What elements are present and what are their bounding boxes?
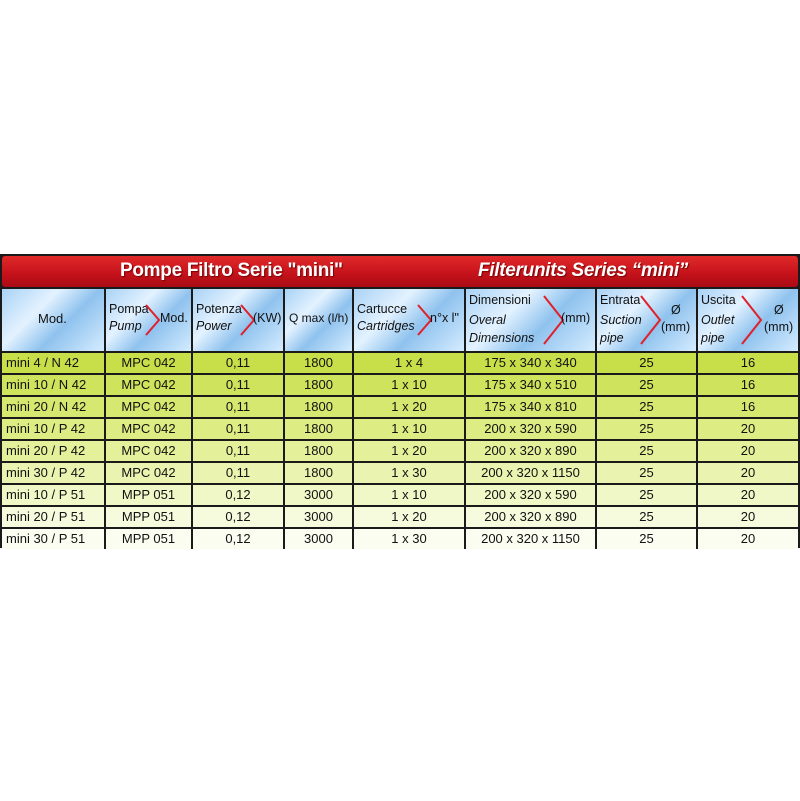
column-divider xyxy=(595,507,597,527)
cell-dimensions: 200 x 320 x 890 xyxy=(484,443,577,458)
cell-power: 0,12 xyxy=(225,531,251,546)
cell-pump: MPC 042 xyxy=(121,465,176,480)
column-divider xyxy=(104,463,106,483)
cell-cartridges: 1 x 30 xyxy=(391,465,427,480)
header-inlet xyxy=(597,289,696,351)
header-cart-unit: n°x l" xyxy=(430,311,459,325)
column-divider xyxy=(595,375,597,395)
column-divider xyxy=(352,353,354,373)
header-mod-label: Mod. xyxy=(38,311,67,326)
cell-dimensions: 175 x 340 x 340 xyxy=(484,355,577,370)
header-out-symbol: Ø xyxy=(774,303,784,317)
cell-dimensions: 200 x 320 x 1150 xyxy=(481,465,580,480)
column-divider xyxy=(464,485,466,505)
cell-pump: MPP 051 xyxy=(121,509,176,524)
cell-model: mini 20 / P 42 xyxy=(6,443,86,458)
column-divider xyxy=(352,463,354,483)
column-divider xyxy=(104,419,106,439)
cell-inlet: 25 xyxy=(639,465,654,480)
cell-power: 0,11 xyxy=(225,421,251,436)
table-row xyxy=(2,463,798,483)
column-divider xyxy=(191,485,193,505)
column-divider xyxy=(191,507,193,527)
header-power xyxy=(193,289,283,351)
cell-cartridges: 1 x 20 xyxy=(391,399,427,414)
cell-pump: MPC 042 xyxy=(121,355,176,370)
column-divider xyxy=(191,529,193,549)
cell-outlet: 16 xyxy=(740,399,756,414)
cell-qmax: 1800 xyxy=(304,443,333,458)
cell-inlet: 25 xyxy=(639,377,654,392)
header-qmax-label: Q max (l/h) xyxy=(289,311,349,325)
column-divider xyxy=(283,485,285,505)
column-divider xyxy=(696,397,698,417)
cell-qmax: 3000 xyxy=(304,531,333,546)
title-italian: Pompe Filtro Serie "mini" xyxy=(120,260,343,281)
column-divider xyxy=(696,353,698,373)
header-dim-en1: Overal xyxy=(469,313,506,327)
table-title-bar xyxy=(2,256,798,287)
column-divider xyxy=(104,441,106,461)
cell-outlet: 20 xyxy=(740,531,756,546)
cell-model: mini 4 / N 42 xyxy=(6,355,79,370)
cell-dimensions: 200 x 320 x 590 xyxy=(484,421,577,436)
column-divider xyxy=(104,353,106,373)
cell-cartridges: 1 x 30 xyxy=(391,531,427,546)
column-divider xyxy=(283,397,285,417)
cell-pump: MPP 051 xyxy=(121,531,176,546)
column-divider xyxy=(104,529,106,549)
column-divider xyxy=(283,375,285,395)
column-divider xyxy=(104,485,106,505)
table-row xyxy=(2,441,798,461)
column-divider xyxy=(104,507,106,527)
cell-pump: MPP 051 xyxy=(121,487,176,502)
chevron-icon xyxy=(740,294,764,346)
cell-power: 0,12 xyxy=(225,487,251,502)
cell-outlet: 20 xyxy=(740,487,756,502)
column-divider xyxy=(352,507,354,527)
column-divider xyxy=(283,419,285,439)
header-dim-unit: (mm) xyxy=(561,311,591,325)
header-cartridges xyxy=(354,289,464,351)
column-divider xyxy=(464,419,466,439)
cell-model: mini 10 / N 42 xyxy=(6,377,87,392)
cell-power: 0,11 xyxy=(225,443,251,458)
cell-qmax: 1800 xyxy=(304,377,333,392)
column-divider xyxy=(464,353,466,373)
cell-model: mini 10 / P 51 xyxy=(6,487,86,502)
cell-cartridges: 1 x 10 xyxy=(391,421,427,436)
column-divider xyxy=(696,529,698,549)
header-cart-it: Cartucce xyxy=(357,302,408,316)
header-pump-en: Pump xyxy=(109,319,142,333)
column-divider xyxy=(283,463,285,483)
cell-cartridges: 1 x 10 xyxy=(391,487,427,502)
header-mod xyxy=(2,289,104,351)
column-divider xyxy=(696,441,698,461)
column-divider xyxy=(104,397,106,417)
cell-qmax: 3000 xyxy=(304,509,333,524)
column-divider xyxy=(595,419,597,439)
column-divider xyxy=(191,375,193,395)
cell-outlet: 20 xyxy=(740,443,756,458)
column-divider xyxy=(464,463,466,483)
cell-power: 0,11 xyxy=(225,377,251,392)
header-pump-mod: Mod. xyxy=(160,311,188,325)
header-out-en2: pipe xyxy=(701,331,725,345)
cell-outlet: 16 xyxy=(740,377,756,392)
header-dim-en2: Dimensions xyxy=(469,331,535,345)
table-row xyxy=(2,507,798,527)
header-outlet xyxy=(698,289,798,351)
header-in-symbol: Ø xyxy=(671,303,681,317)
column-divider xyxy=(191,397,193,417)
cell-cartridges: 1 x 20 xyxy=(391,443,427,458)
cell-inlet: 25 xyxy=(639,531,654,546)
cell-qmax: 1800 xyxy=(304,465,333,480)
column-divider xyxy=(352,529,354,549)
column-divider xyxy=(595,463,597,483)
column-divider xyxy=(352,397,354,417)
column-divider xyxy=(595,397,597,417)
header-in-it: Entrata xyxy=(600,293,641,307)
cell-outlet: 20 xyxy=(740,509,756,524)
column-divider xyxy=(352,419,354,439)
header-pump-it: Pompa xyxy=(109,302,149,316)
cell-qmax: 1800 xyxy=(304,355,333,370)
cell-inlet: 25 xyxy=(639,355,654,370)
header-out-it: Uscita xyxy=(701,293,736,307)
column-divider xyxy=(283,529,285,549)
table-row xyxy=(2,485,798,505)
column-divider xyxy=(696,375,698,395)
cell-qmax: 1800 xyxy=(304,421,333,436)
cell-model: mini 20 / N 42 xyxy=(6,399,87,414)
column-divider xyxy=(283,507,285,527)
cell-dimensions: 175 x 340 x 510 xyxy=(484,377,577,392)
cell-power: 0,12 xyxy=(225,509,251,524)
cell-cartridges: 1 x 4 xyxy=(394,355,424,370)
column-divider xyxy=(191,441,193,461)
chevron-stroke xyxy=(146,305,159,335)
header-in-unit: (mm) xyxy=(661,320,691,334)
cell-power: 0,11 xyxy=(225,399,251,414)
column-divider xyxy=(464,375,466,395)
cell-model: mini 10 / P 42 xyxy=(6,421,86,436)
cell-dimensions: 200 x 320 x 1150 xyxy=(481,531,580,546)
cell-power: 0,11 xyxy=(225,465,251,480)
column-divider xyxy=(352,485,354,505)
cell-pump: MPC 042 xyxy=(121,443,176,458)
column-divider xyxy=(191,353,193,373)
cell-model: mini 30 / P 42 xyxy=(6,465,86,480)
cell-inlet: 25 xyxy=(639,443,654,458)
column-divider xyxy=(595,485,597,505)
chevron-stroke xyxy=(742,296,761,344)
header-in-en1: Suction xyxy=(600,313,642,327)
chevron-stroke xyxy=(641,296,660,344)
cell-model: mini 20 / P 51 xyxy=(6,509,86,524)
cell-qmax: 1800 xyxy=(304,399,333,414)
column-divider xyxy=(696,507,698,527)
header-qmax xyxy=(285,289,352,351)
header-power-en: Power xyxy=(196,319,232,333)
column-divider xyxy=(464,529,466,549)
column-divider xyxy=(191,463,193,483)
header-dim-it: Dimensioni xyxy=(469,293,531,307)
header-cart-en: Cartridges xyxy=(357,319,415,333)
table-row xyxy=(2,397,798,417)
column-divider xyxy=(595,353,597,373)
column-divider xyxy=(696,463,698,483)
header-power-unit: (KW) xyxy=(253,311,282,325)
header-out-unit: (mm) xyxy=(764,320,794,334)
cell-cartridges: 1 x 20 xyxy=(391,509,427,524)
header-out-en1: Outlet xyxy=(701,313,735,327)
cell-inlet: 25 xyxy=(639,421,654,436)
header-power-it: Potenza xyxy=(196,302,242,316)
cell-model: mini 30 / P 51 xyxy=(6,531,86,546)
column-divider xyxy=(464,507,466,527)
table-row xyxy=(2,529,798,549)
column-divider xyxy=(352,441,354,461)
column-divider xyxy=(696,485,698,505)
header-dimensions xyxy=(466,289,595,351)
cell-inlet: 25 xyxy=(639,487,654,502)
column-divider xyxy=(191,419,193,439)
cell-qmax: 3000 xyxy=(304,487,333,502)
column-divider xyxy=(352,375,354,395)
chevron-icon xyxy=(639,294,663,346)
table-row xyxy=(2,353,798,373)
cell-inlet: 25 xyxy=(639,509,654,524)
cell-power: 0,11 xyxy=(225,355,251,370)
cell-inlet: 25 xyxy=(639,399,654,414)
column-divider xyxy=(696,419,698,439)
column-divider xyxy=(464,441,466,461)
header-pump xyxy=(106,289,191,351)
column-divider xyxy=(595,441,597,461)
cell-dimensions: 200 x 320 x 590 xyxy=(484,487,577,502)
cell-outlet: 20 xyxy=(740,465,756,480)
cell-pump: MPC 042 xyxy=(121,421,176,436)
header-in-en2: pipe xyxy=(600,331,624,345)
cell-cartridges: 1 x 10 xyxy=(391,377,427,392)
cell-dimensions: 175 x 340 x 810 xyxy=(484,399,577,414)
table-row xyxy=(2,375,798,395)
column-divider xyxy=(283,353,285,373)
title-english: Filterunits Series “mini” xyxy=(478,260,688,281)
cell-pump: MPC 042 xyxy=(121,377,176,392)
table-row xyxy=(2,419,798,439)
filterunits-table xyxy=(0,254,800,548)
column-divider xyxy=(464,397,466,417)
cell-dimensions: 200 x 320 x 890 xyxy=(484,509,577,524)
column-divider xyxy=(283,441,285,461)
cell-outlet: 16 xyxy=(740,355,756,370)
cell-outlet: 20 xyxy=(740,421,756,436)
column-divider xyxy=(595,529,597,549)
cell-pump: MPC 042 xyxy=(121,399,176,414)
column-divider xyxy=(104,375,106,395)
